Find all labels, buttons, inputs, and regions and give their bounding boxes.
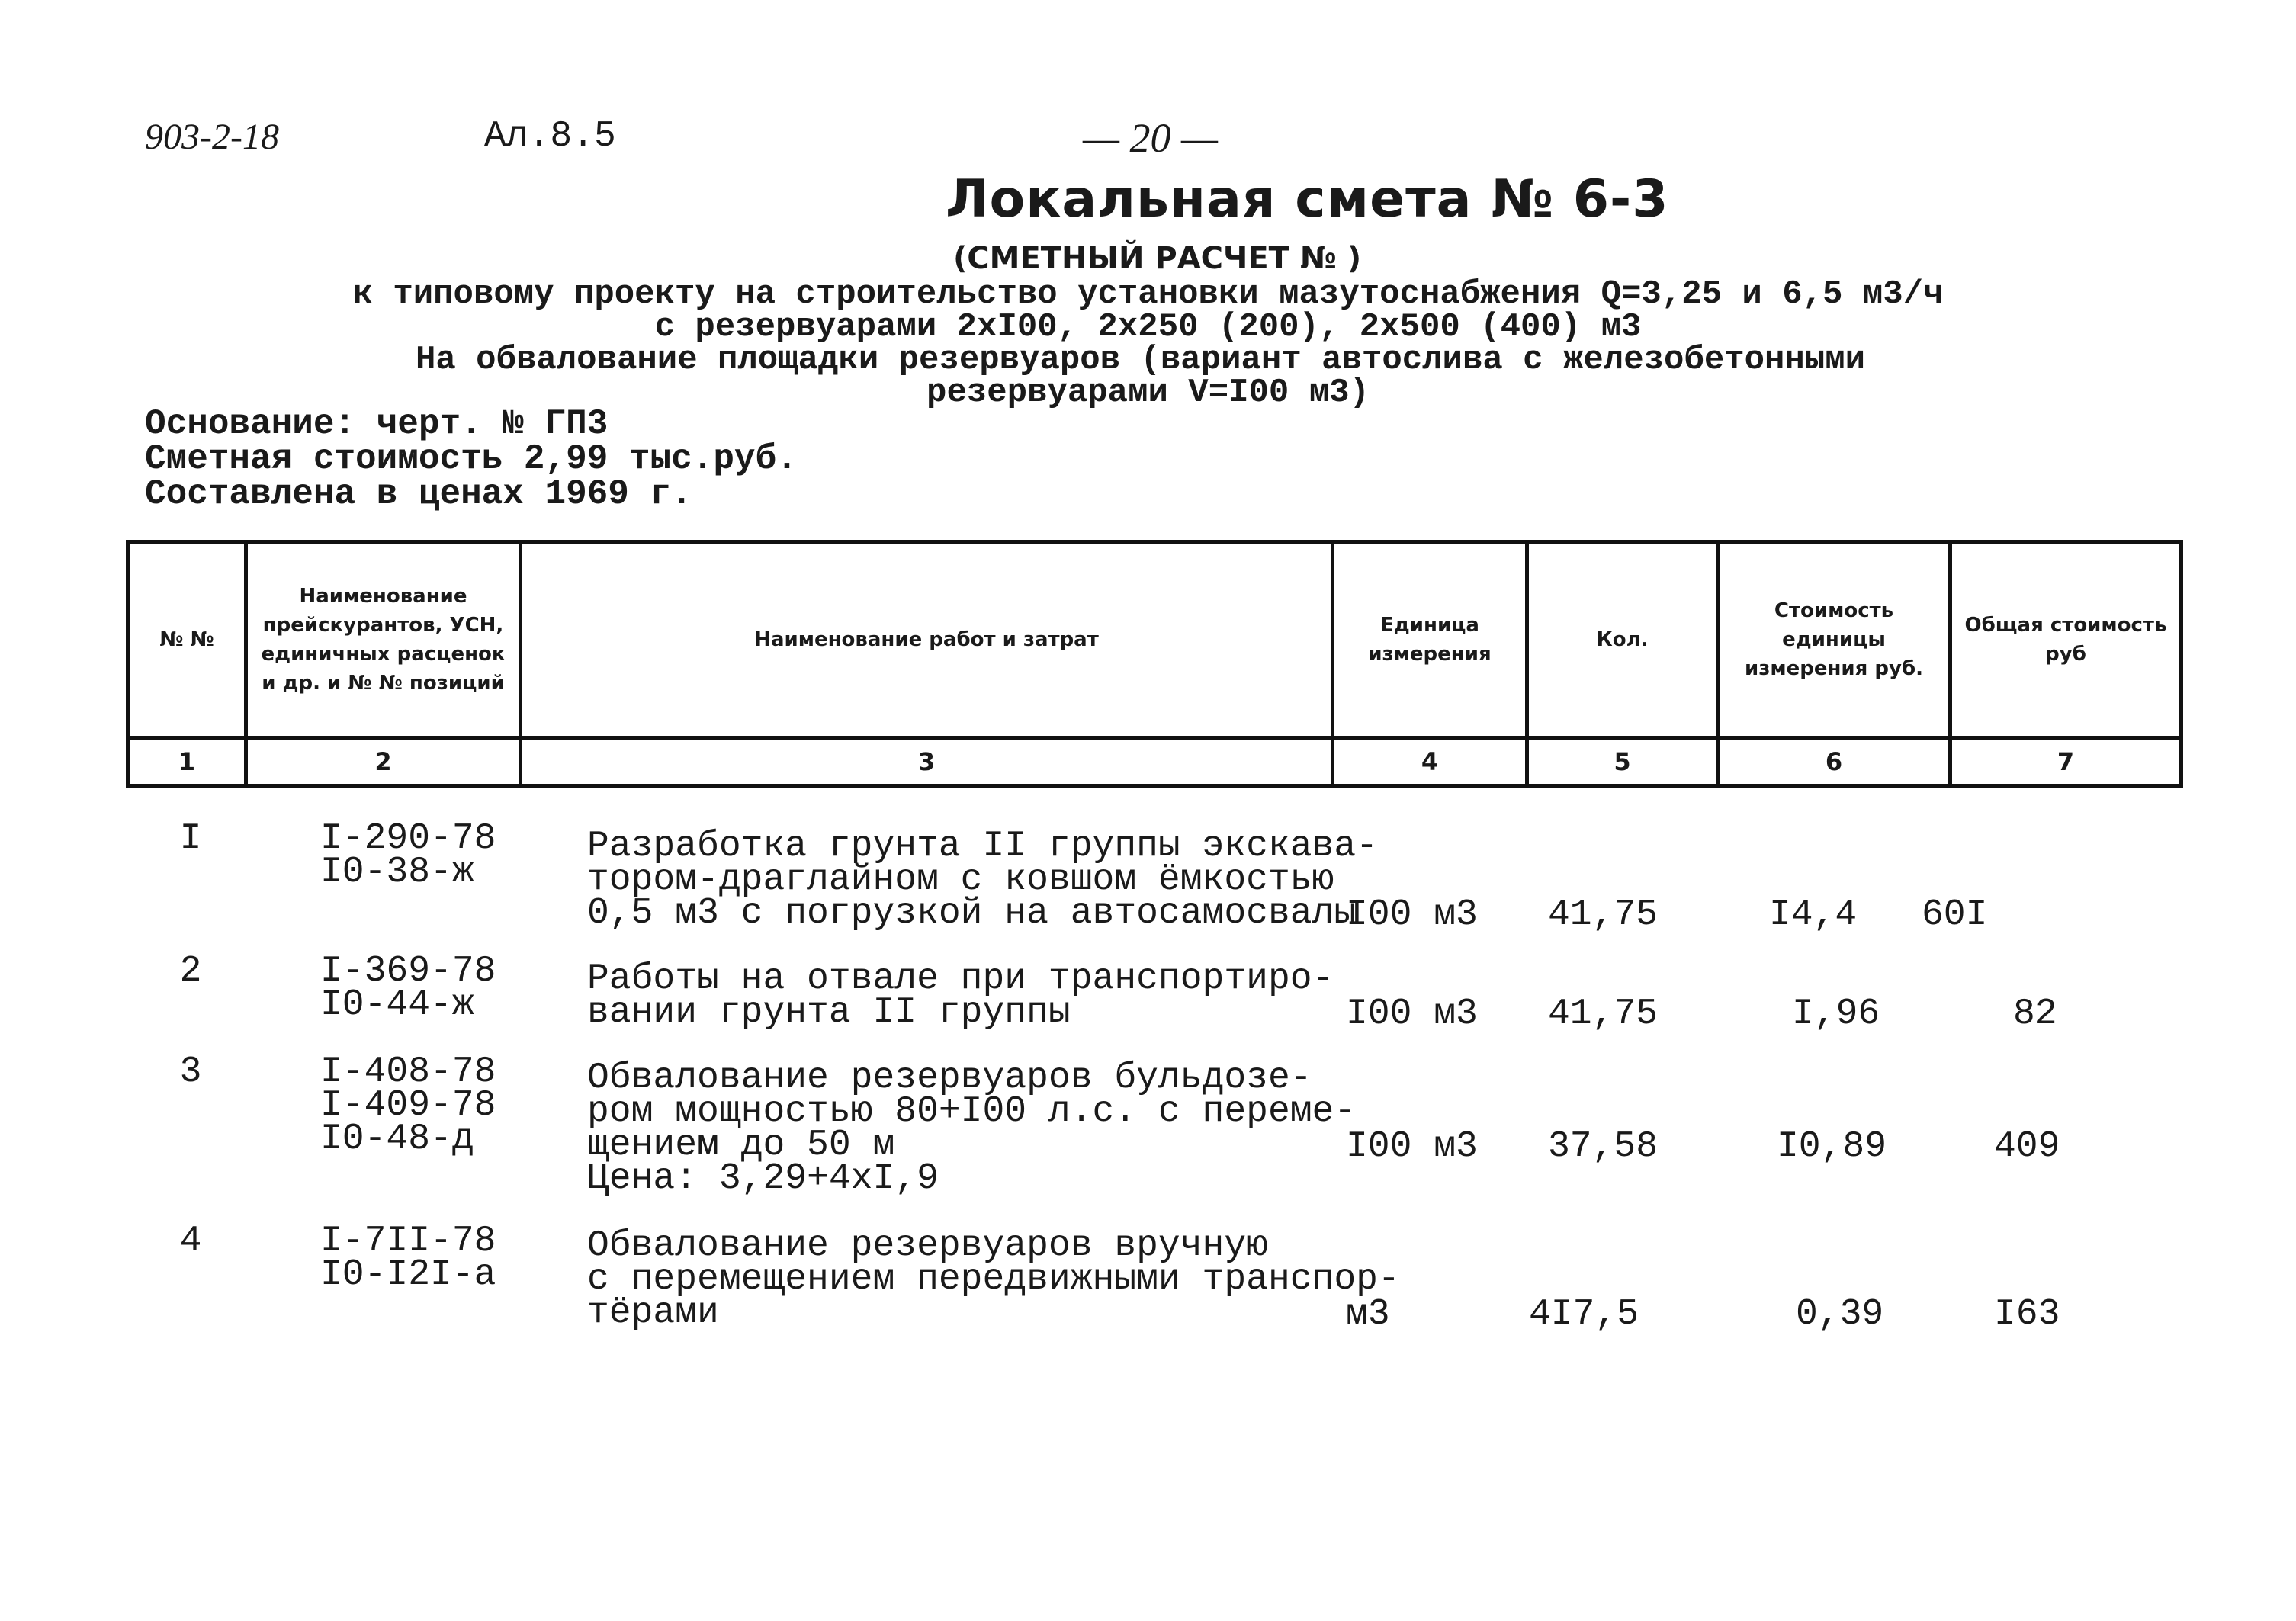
price-code: I-7II-78 <box>320 1221 496 1262</box>
quantity: 41,75 <box>1548 993 1659 1035</box>
price-code: I0-I2I-а <box>320 1254 496 1295</box>
col-header-work: Наименование работ и затрат <box>521 542 1333 738</box>
col-header-unit-cost: Стоимость единицы измерения руб. <box>1718 542 1951 738</box>
estimated-cost-line: Сметная стоимость 2,99 тыс.руб. <box>145 439 798 479</box>
col-header-qty: Кол. <box>1527 542 1718 738</box>
quantity: 4I7,5 <box>1529 1294 1639 1335</box>
col-number: 6 <box>1718 738 1951 786</box>
price-code: I0-38-ж <box>320 852 474 893</box>
price-formula: Цена: 3,29+4хI,9 <box>587 1158 939 1199</box>
unit: I00 м3 <box>1346 993 1478 1035</box>
unit-cost: 0,39 <box>1796 1294 1884 1335</box>
col-header-total: Общая стоимость руб <box>1951 542 2182 738</box>
price-code: I-290-78 <box>320 818 496 859</box>
unit-cost: I,96 <box>1792 993 1880 1035</box>
description-line: Разработка грунта II группы экскава- <box>587 826 1378 867</box>
description-line: Работы на отвале при транспортиро- <box>587 958 1334 1000</box>
row-number: 4 <box>179 1221 202 1262</box>
description-line: ром мощностью 80+I00 л.с. с переме- <box>587 1091 1357 1132</box>
col-number: 2 <box>246 738 521 786</box>
description-line: Обвалование резервуаров бульдозе- <box>587 1058 1312 1099</box>
col-number: 1 <box>128 738 246 786</box>
price-code: I0-44-ж <box>320 984 474 1026</box>
col-number: 5 <box>1527 738 1718 786</box>
work-description <box>587 826 1378 934</box>
price-code: I0-48-д <box>320 1119 474 1160</box>
work-description <box>587 958 1334 1033</box>
work-description <box>587 1058 1357 1199</box>
description-line: Обвалование резервуаров вручную <box>587 1225 1268 1266</box>
description-line: вании грунта II группы <box>587 992 1071 1033</box>
price-code: I-369-78 <box>320 951 496 992</box>
project-line: к типовому проекту на строительство установки мазутоснабжения Q=3,25 и 6,5 м3/ч <box>352 275 1944 313</box>
project-line: резервуарами V=I00 м3) <box>926 374 1370 412</box>
project-line: На обвалование площадки резервуаров (вариант автослива с железобетонными <box>415 341 1866 379</box>
total-cost: I63 <box>1994 1294 2060 1335</box>
price-codes <box>320 818 496 893</box>
work-description <box>587 1225 1400 1335</box>
document-code: 903-2-18 <box>145 117 279 157</box>
project-description <box>0 275 2296 412</box>
project-line: с резервуарами 2хI00, 2х250 (200), 2х500 (400) м3 <box>654 308 1642 346</box>
col-number: 3 <box>521 738 1333 786</box>
quantity: 37,58 <box>1548 1126 1659 1167</box>
unit: I00 м3 <box>1346 894 1478 936</box>
price-codes <box>320 1051 496 1160</box>
unit-cost: I4,4 <box>1769 894 1858 936</box>
description-line: тёрами <box>587 1292 719 1334</box>
col-number: 7 <box>1951 738 2182 786</box>
row-number: I <box>179 818 202 859</box>
basis-line: Основание: черт. № ГП3 <box>145 404 609 444</box>
unit: м3 <box>1346 1294 1390 1335</box>
col-header-codes: Наименование прейскурантов, УСН, единичных расценок и др. и № № позиций <box>246 542 521 738</box>
description-line: с перемещением передвижными транспор- <box>587 1259 1400 1300</box>
price-level-line: Составлена в ценах 1969 г. <box>145 474 692 514</box>
total-cost: 82 <box>2013 993 2057 1035</box>
basis-block <box>145 406 798 512</box>
subtitle: (СМЕТНЫЙ РАСЧЕТ № ) <box>953 241 1362 276</box>
price-codes <box>320 1221 496 1295</box>
price-code: I-408-78 <box>320 1051 496 1093</box>
total-cost: 60I <box>1922 894 1988 936</box>
description-line: щением до 50 м <box>587 1125 895 1166</box>
unit-cost: I0,89 <box>1777 1126 1887 1167</box>
page-number: — 20 — <box>1083 115 1219 161</box>
row-number: 3 <box>179 1051 202 1093</box>
album-number: Ал.8.5 <box>484 116 616 157</box>
description-line: 0,5 м3 с погрузкой на автосамосвалы <box>587 893 1357 934</box>
unit: I00 м3 <box>1346 1126 1478 1167</box>
total-cost: 409 <box>1994 1126 2060 1167</box>
col-number: 4 <box>1333 738 1527 786</box>
page-title: Локальная смета № 6-3 <box>946 169 1669 230</box>
col-header-unit: Единица измерения <box>1333 542 1527 738</box>
estimate-table-header <box>126 540 2183 788</box>
row-number: 2 <box>179 951 202 992</box>
price-codes <box>320 951 496 1026</box>
quantity: 41,75 <box>1548 894 1659 936</box>
price-code: I-409-78 <box>320 1085 496 1126</box>
description-line: тором-драглайном с ковшом ёмкостью <box>587 859 1334 900</box>
col-header-number: № № <box>128 542 246 738</box>
